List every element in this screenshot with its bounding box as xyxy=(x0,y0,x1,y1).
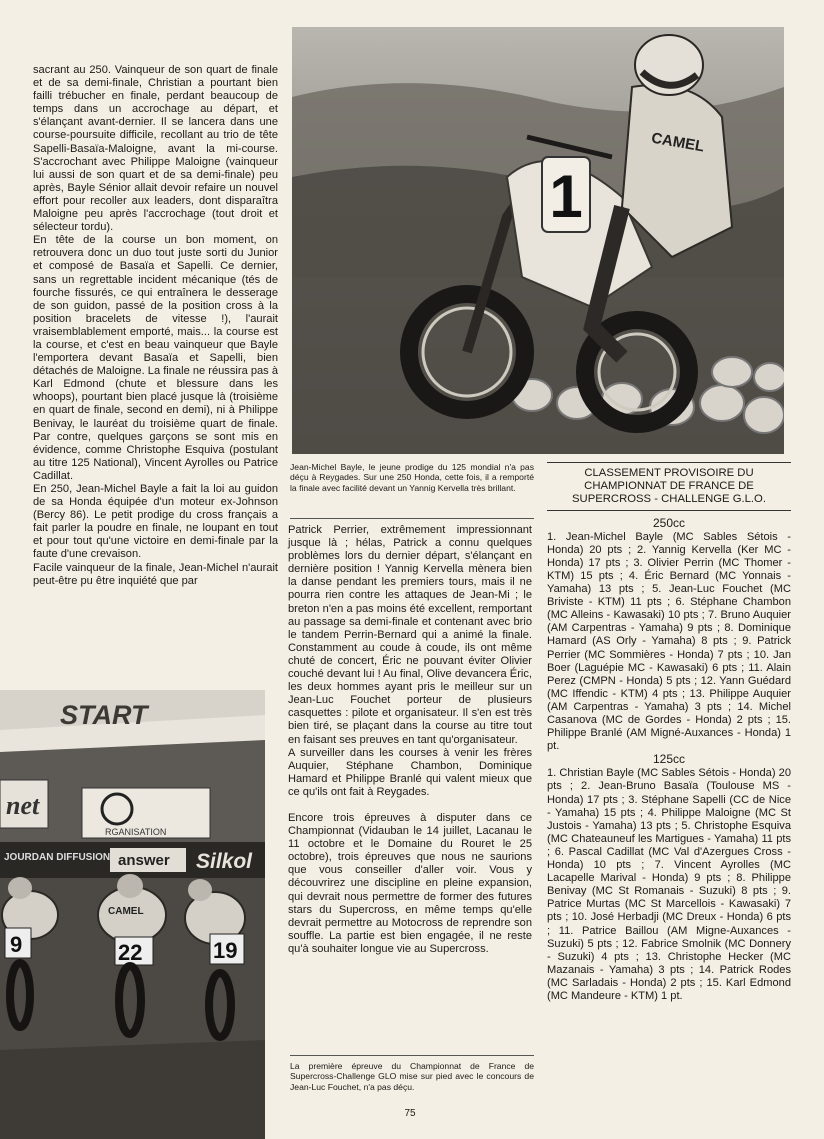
jersey-text: CAMEL xyxy=(650,129,706,156)
article-column-middle xyxy=(288,524,532,956)
caption-divider xyxy=(290,518,534,519)
article-paragraph: sacrant au 250. Vainqueur de son quart de finale et de sa demi-finale, Christian a pourtant bien failli trébucher en finale, perdant beaucoup de temps dans un accrochage au départ, et s'élançant avant-dernier. Il se lancera dans une course-poursuite difficile, recollant au trio de tête Sapelli-Basaïa-Maloigne, avant la mi-course. S'accrochant avec Philippe Maloigne (vainqueur lui aussi de son quart et de sa demi-finale) peu après, Bayle Sénior allait devoir refaire un nouvel effort pour recoller aux leaders, dont disparaîtra Maloigne peu après l'accrochage (tout droit et sélecteur tordu). xyxy=(33,64,278,234)
photo-caption-top: Jean-Michel Bayle, le jeune prodige du 125 mondial n'a pas déçu à Reygades. Sur une 250 Honda, cette fois, il a remporté la finale avec facilité devant un Yannig Kervella très brillant. xyxy=(290,462,534,493)
jersey-text: CAMEL xyxy=(108,906,144,917)
sponsor-jourdan: JOURDAN DIFFUSION xyxy=(4,852,111,863)
category-heading-125: 125cc xyxy=(652,752,686,767)
bike-number: 1 xyxy=(549,163,583,230)
photo-caption-bottom: La première épreuve du Championnat de France de Supercross-Challenge GLO mise sur pied avec le concours de Jean-Luc Fouchet, n'a pas déçu. xyxy=(290,1061,534,1092)
standings-box xyxy=(547,462,791,1003)
standings-title: CLASSEMENT PROVISOIRE DU CHAMPIONNAT DE FRANCE DE SUPERCROSS - CHALLENGE G.L.O. xyxy=(547,462,791,511)
article-paragraph: En tête de la course un bon moment, on retrouvera donc un duo tout juste sorti du Junior et composé de Basaïa et Sapelli. Ce dernier, sans un regrettable incident mécanique (tés de fourche fissurés, ce qui entraînera le desserage de son guidon, passé de la position cross à la position bracelets de vitesse !), l'aurait vraisemblablement emporté, mais... la course est la course, et c'est en beau vainqueur que Bayle l'emportera devant Basaïa et Sapelli, bien détachés de Maloigne. La finale ne réussira pas à Karl Edmond (chute et blessure dans les whoops), pourtant bien placé jusque là (troisième en quart de finale, second en demi), ni à Philippe Benivay, le lauréat du troisième quart de finale. Par contre, quelques garçons se sont mis en évidence, comme Christophe Esquiva (postulant au titre 125 National), Vincent Ayrolles ou Patrice Cadillat. xyxy=(33,234,278,482)
article-paragraph: Encore trois épreuves à disputer dans ce Championnat (Vidauban le 14 juillet, Lacanau le 11 octobre et le Domaine du Rouret le 25 octobre), trois épreuves que nous ne saurions que vous conseiller d'aller voir. Vous y découvrirez une discipline en pleine expansion, qui devrait nous permettre de former des futures stars du Supercross, en même temps qu'elle devrait permettre au Motocross de reprendre son souffle. La partie est bien engagée, il ne reste qu'à souhaiter longue vie au Supercross. xyxy=(288,811,532,955)
sign-left: net xyxy=(6,791,40,820)
page-number: 75 xyxy=(404,1108,416,1119)
category-heading-250: 250cc xyxy=(652,515,686,530)
sponsor-answer: answer xyxy=(118,852,170,869)
sign-organisation: RGANISATION xyxy=(105,827,167,837)
photo-jump-bayle xyxy=(292,27,784,454)
photo-start-line xyxy=(0,690,265,1139)
article-paragraph: En 250, Jean-Michel Bayle a fait la loi au guidon de sa Honda équipée d'un moteur ex-Johnson (Bercy 86). Le petit prodige du cross français a fait parler la poudre en finale, ne loupant en tout et pour tout qu'une victoire en demi-finale par la faute d'une crevaison. xyxy=(33,483,278,561)
article-paragraph: A surveiller dans les courses à venir les frères Auquier, Stéphane Chambon, Dominique Hamard et Philippe Branlé qui valent mieux que ce qu'ils ont fait à Reygades. xyxy=(288,746,532,798)
article-paragraph: Patrick Perrier, extrêmement impressionnant jusque là ; hélas, Patrick a connu quelques problèmes lors du dernier départ, s'élançant en dernière position ! Yannig Kervella mènera bien la danse pendant les premiers tours, mais il ne pourra rien contre les attaques de Jean-Mi ; le breton n'en a pas moins été excellent, remportant au passage sa demi-finale et contenant avec brio le tandem Perrin-Bernard qui a animé la finale. Constamment au coude à coude, ils ont même chuté de concert, Éric ne pouvant éviter Olivier couché devant lui ! Au final, Olive devancera Éric, les deux hommes ayant pris le meilleur sur un Jean-Luc Fouchet porteur de plusieurs casquettes : pilote et organisateur. Il s'en est très bien tiré, se plaçant dans la course au titre tout en faisant ses preuves en tant qu'organisateur. xyxy=(288,524,532,746)
rider-number: 9 xyxy=(10,932,23,957)
article-paragraph: Facile vainqueur de la finale, Jean-Michel n'aurait peut-être pu être inquiété que par xyxy=(33,561,278,587)
sponsor-silkolene: Silkol xyxy=(196,850,253,873)
rider-number: 22 xyxy=(118,940,143,965)
start-banner: START xyxy=(60,700,148,730)
standings-125cc: 1. Christian Bayle (MC Sables Sétois - Honda) 20 pts ; 2. Jean-Bruno Basaïa (Toulouse MS - Honda) 17 pts ; 3. Stéphane Sapelli (CC de Nice - Yamaha) 15 pts ; 4. Philippe Maloigne (MC St Justois - Yamaha) 13 pts ; 5. Christophe Esquiva (MC Chateauneuf les Martigues - Yamaha) 11 pts ; 6. Pascal Cadillat (MC Val d'Azergues Cross - Honda) 10 pts ; 7. Vincent Ayrolles (MC Lacapelle Marival - Honda) 9 pts ; 8. Philippe Benivay (MC St Romanais - Suzuki) 8 pts ; 9. Patrice Murtas (MC St Marcellois - Kawasaki) 7 pts ; 10. José Herbadji (MC Dreux - Honda) 6 pts ; 11. Patrice Baillou (AM Migne-Auxances - Suzuki) 5 pts ; 12. Fabrice Smolnik (MC Donnery - Suzuki) 4 pts ; 13. Christophe Hecker (MC Mazanais - Yamaha) 3 pts ; 14. Patrick Rodes (MC Sarladais - Honda) 2 pts ; 15. Karl Edmond (MC Mandeure - KTM) 1 pt. xyxy=(547,767,791,1002)
caption-divider xyxy=(290,1055,534,1056)
rider-number: 19 xyxy=(213,938,238,963)
standings-250cc: 1. Jean-Michel Bayle (MC Sables Sétois - Honda) 20 pts ; 2. Yannig Kervella (Ker MC - Honda) 17 pts ; 3. Olivier Perrin (MC Thomer - KTM) 15 pts ; 4. Éric Bernard (MC Yonnais - Yamaha) 13 pts ; 5. Jean-Luc Fouchet (MC Briviste - KTM) 11 pts ; 6. Stéphane Chambon (MC Alleins - Kawasaki) 10 pts ; 7. Bruno Auquier (AM Carpentras - Yamaha) 9 pts ; 8. Dominique Hamard (AS Orly - Yamaha) 8 pts ; 9. Patrick Perrier (MC Sommières - Honda) 7 pts ; 10. Jan Boer (Laguépie MC - Kawasaki) 6 pts ; 11. Alain Perez (CMPN - Honda) 5 pts ; 12. Yann Guédard (MC Iffendic - KTM) 4 pts ; 13. Philippe Auquier (AM Carpentras - Yamaha) 3 pts ; 14. Michel Casanova (MC de Gordes - Honda) 2 pts ; 15. Philippe Branlé (AM Migné-Auxances - Honda) 1 pt. xyxy=(547,530,791,753)
article-column-left xyxy=(33,64,278,588)
